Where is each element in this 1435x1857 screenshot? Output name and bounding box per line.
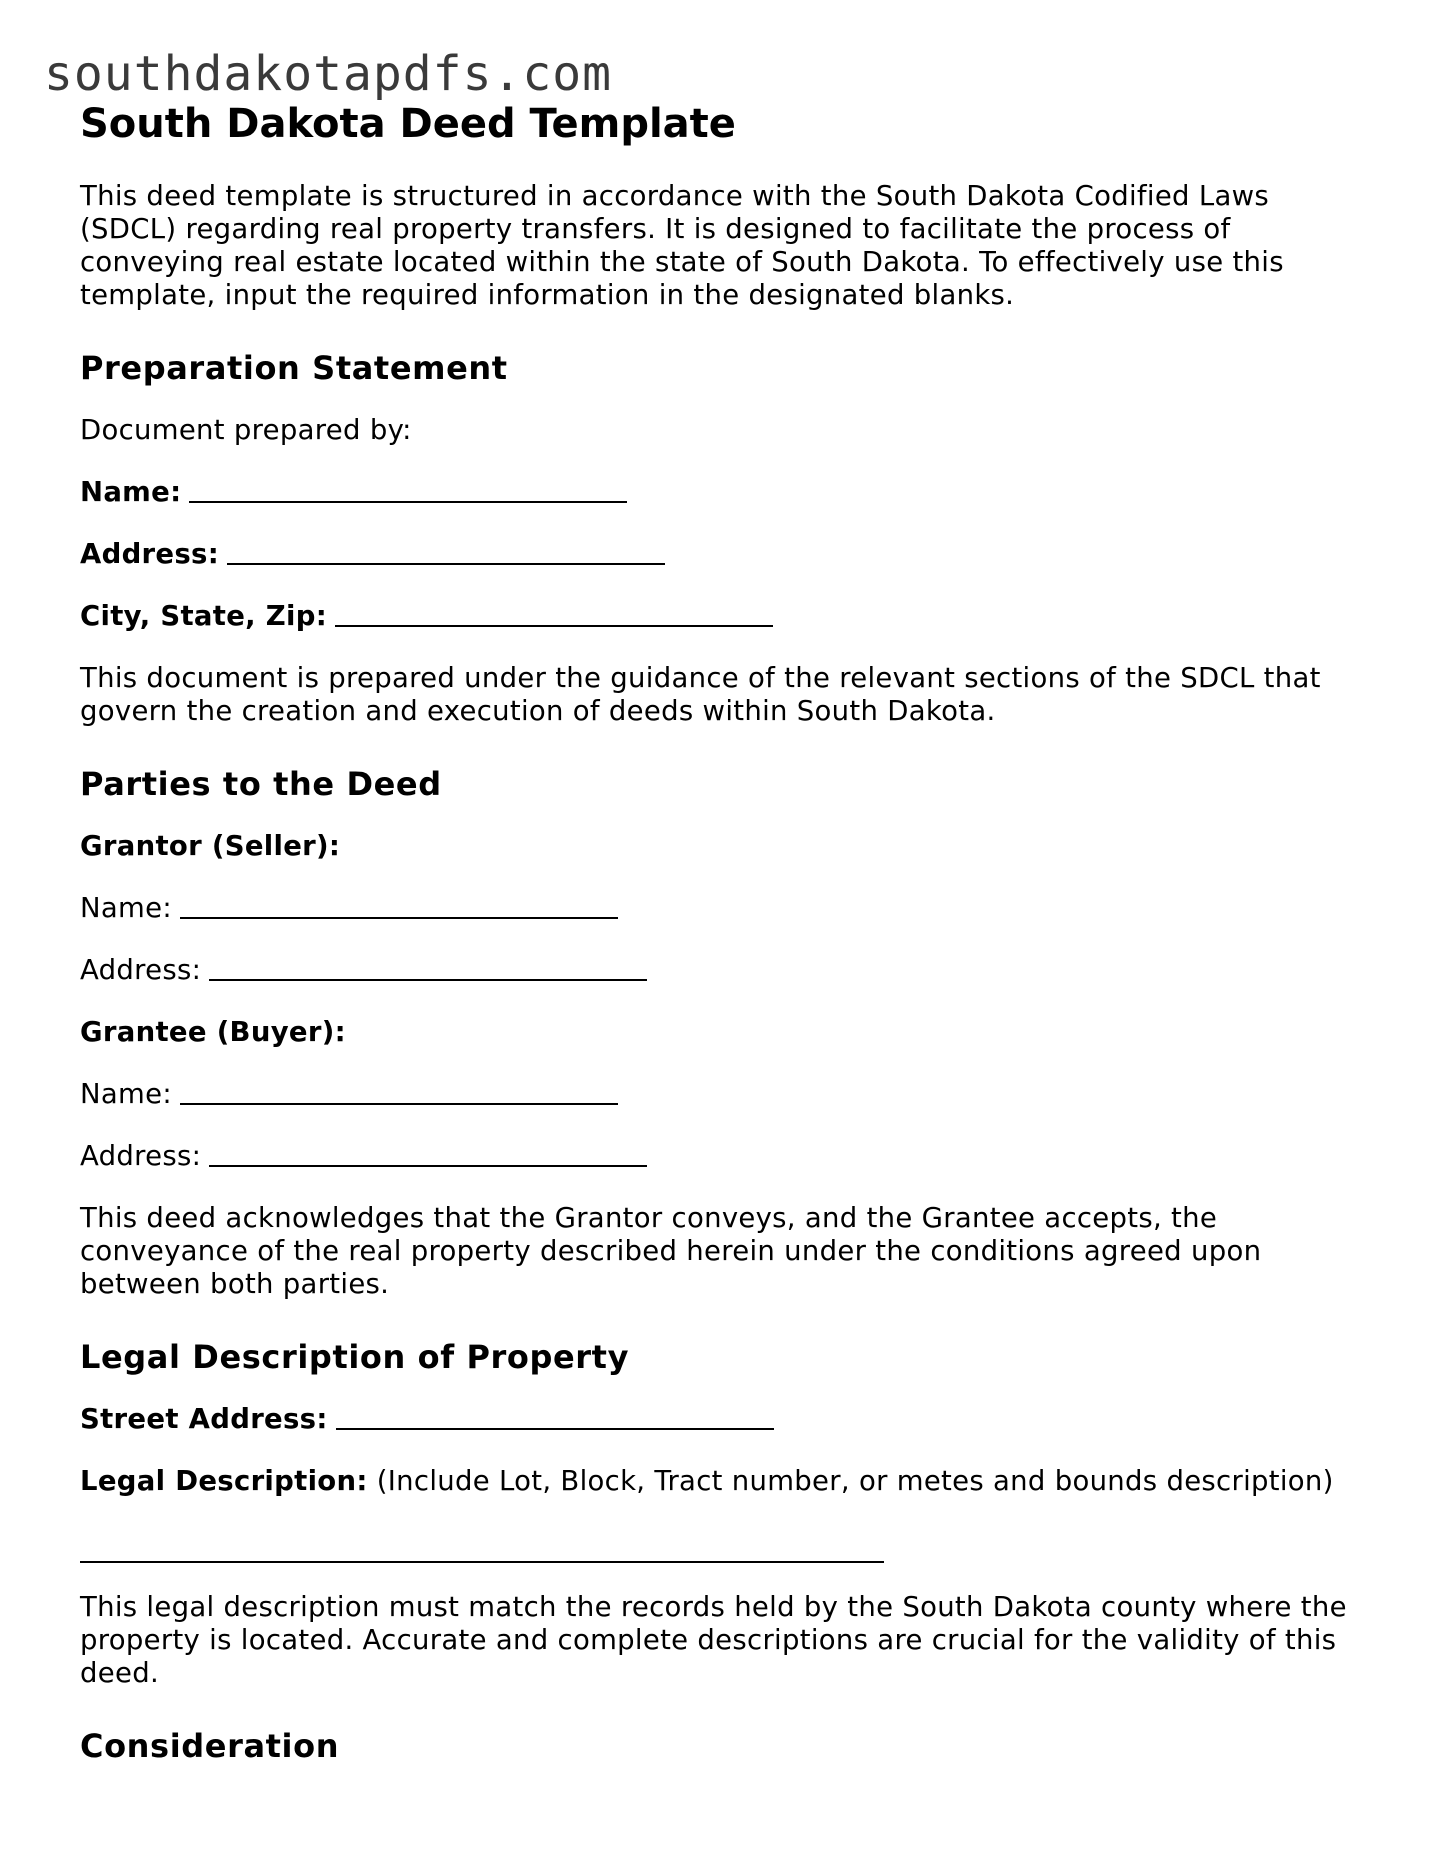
preparer-address-label: Address: — [80, 538, 220, 570]
site-watermark: southdakotapdfs.com — [44, 46, 613, 102]
street-address-field — [80, 1403, 1370, 1436]
preparer-city-blank[interactable] — [335, 624, 773, 627]
grantor-name-field — [80, 892, 1370, 925]
grantee-address-field — [80, 1140, 1370, 1173]
preparer-address-field — [80, 538, 1370, 571]
preparation-heading: Preparation Statement — [80, 349, 508, 387]
grantee-name-field — [80, 1078, 1370, 1111]
legal-description-hint: (Include Lot, Block, Tract number, or metes and bounds description) — [376, 1465, 1334, 1497]
legal-description-label: Legal Description: — [80, 1465, 368, 1497]
preparer-city-label: City, State, Zip: — [80, 600, 328, 632]
page-title: South Dakota Deed Template — [80, 101, 736, 147]
legal-note: This legal description must match the records held by the South Dakota county where the property is located. Accurate and complete descriptions are crucial for the validity of this deed. — [80, 1591, 1347, 1689]
consideration-heading: Consideration — [80, 1727, 340, 1765]
grantee-address-label: Address: — [80, 1140, 202, 1172]
preparer-name-field — [80, 476, 1370, 509]
grantor-address-label: Address: — [80, 954, 202, 986]
legal-description-field — [80, 1465, 1370, 1498]
street-address-blank[interactable] — [336, 1427, 774, 1430]
grantor-address-blank[interactable] — [209, 978, 647, 981]
preparation-note: This document is prepared under the guidance of the relevant sections of the SDCL that govern the creation and execution of deeds within South Dakota. — [80, 662, 1321, 727]
preparer-city-field — [80, 600, 1370, 633]
grantor-name-blank[interactable] — [180, 916, 618, 919]
legal-heading: Legal Description of Property — [80, 1338, 630, 1376]
street-address-label: Street Address: — [80, 1403, 328, 1435]
grantee-address-blank[interactable] — [209, 1164, 647, 1167]
grantee-heading: Grantee (Buyer): — [80, 1016, 346, 1048]
intro-paragraph: This deed template is structured in accordance with the South Dakota Codified Laws (SDCL) regarding real property transfers. It is designed to facilitate the process of conveying real estate located within the state of South Dakota. To effectively use this template, input the required information in the designated blanks. — [80, 180, 1284, 311]
document-page — [80, 98, 1370, 1792]
grantor-name-label: Name: — [80, 892, 172, 924]
preparer-name-blank[interactable] — [189, 500, 627, 503]
parties-note: This deed acknowledges that the Grantor conveys, and the Grantee accepts, the conveyance of the real property described herein under the conditions agreed upon between both parties. — [80, 1202, 1262, 1300]
legal-description-blank[interactable] — [80, 1527, 884, 1563]
grantor-heading: Grantor (Seller): — [80, 830, 341, 862]
grantee-name-label: Name: — [80, 1078, 172, 1110]
parties-heading: Parties to the Deed — [80, 765, 442, 803]
prepared-by-label: Document prepared by: — [80, 414, 412, 446]
grantor-address-field — [80, 954, 1370, 987]
preparer-name-label: Name: — [80, 476, 182, 508]
preparer-address-blank[interactable] — [227, 562, 665, 565]
grantee-name-blank[interactable] — [180, 1102, 618, 1105]
